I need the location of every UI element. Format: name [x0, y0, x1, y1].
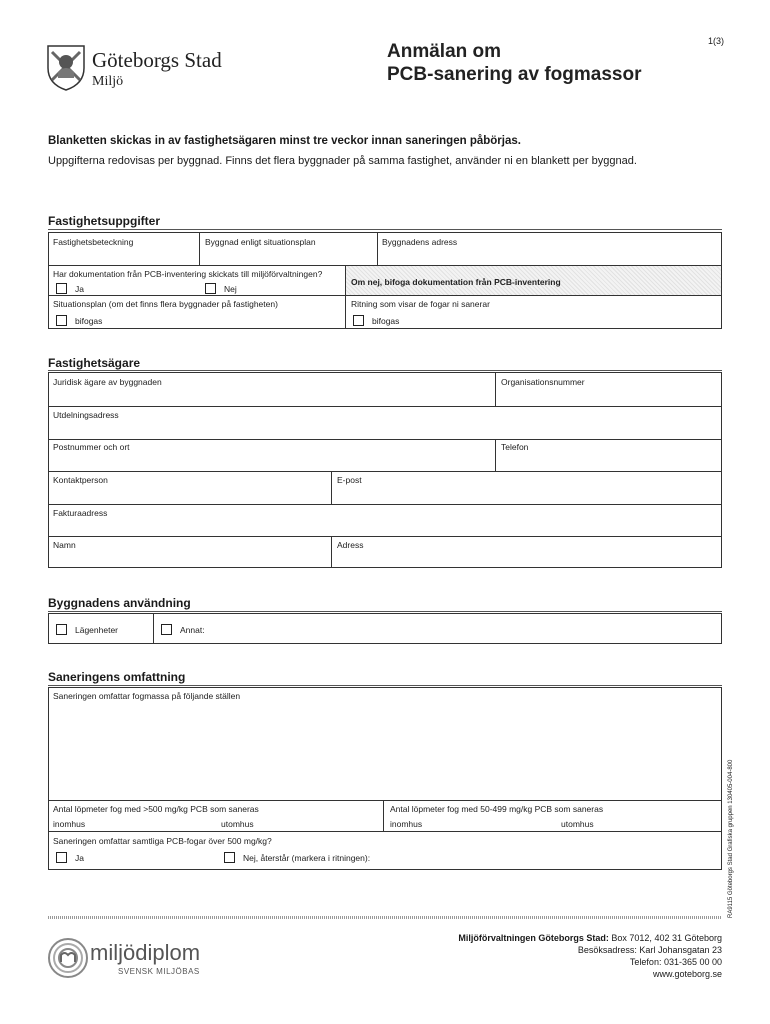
- org-name: Göteborgs Stad: [92, 48, 222, 72]
- section-title-agare: Fastighetsägare: [48, 356, 141, 370]
- print-code: RA9115 Göteborgs Stad Grafiska gruppen 130405-004-800: [728, 759, 734, 918]
- agare-box: [48, 372, 722, 568]
- omfattning-box: [48, 687, 722, 870]
- divider: [383, 800, 384, 831]
- lagenheter-checkbox[interactable]: [56, 624, 67, 635]
- page-number: 1(3): [707, 36, 724, 46]
- section-rule: [48, 685, 722, 686]
- namn-label: Namn: [53, 540, 76, 550]
- section-rule: [48, 229, 722, 230]
- footer-website[interactable]: www.goteborg.se: [652, 969, 722, 979]
- footer-line-3: Telefon: 031-365 00 00: [629, 957, 722, 967]
- divider: [495, 439, 496, 471]
- juridisk-agare-label: Juridisk ägare av byggnaden: [53, 377, 162, 387]
- ritning-label: Ritning som visar de fogar ni sanerar: [351, 299, 490, 309]
- kontaktperson-label: Kontaktperson: [53, 475, 108, 485]
- footer-rule: [48, 916, 722, 919]
- divider: [331, 471, 332, 504]
- dokumentation-nej-label: Nej: [224, 284, 237, 294]
- divider: [495, 373, 496, 406]
- divider: [49, 504, 721, 505]
- annat-checkbox[interactable]: [161, 624, 172, 635]
- range-label: Antal löpmeter fog med 50-499 mg/kg PCB som saneras: [390, 804, 604, 814]
- ritning-bifogas-label: bifogas: [372, 316, 400, 326]
- section-rule: [48, 611, 722, 612]
- divider: [199, 233, 200, 265]
- anvandning-box: [48, 613, 722, 644]
- divider: [49, 295, 721, 296]
- samtliga-nej-label: Nej, återstår (markera i ritningen):: [243, 853, 371, 863]
- divider: [49, 536, 721, 537]
- samtliga-nej-checkbox[interactable]: [224, 852, 235, 863]
- divider: [49, 406, 721, 407]
- section-title-fastighet: Fastighetsuppgifter: [48, 214, 161, 228]
- range-inomhus-label: inomhus: [390, 819, 423, 829]
- stallen-label: Saneringen omfattar fogmassa på följande ställen: [53, 691, 241, 701]
- adress-label: Adress: [337, 540, 364, 550]
- range-utomhus-label: utomhus: [561, 819, 594, 829]
- intro-bold: Blanketten skickas in av fastighetsägaren minst tre veckor innan saneringen påbörjas.: [48, 135, 521, 147]
- ritning-bifogas-checkbox[interactable]: [353, 315, 364, 326]
- miljodiplom-logo: [46, 936, 266, 982]
- situationsplan-bifogas-label: bifogas: [75, 316, 103, 326]
- postnummer-label: Postnummer och ort: [53, 442, 130, 452]
- organisationsnummer-label: Organisationsnummer: [501, 377, 585, 387]
- footer-line-2: Besöksadress: Karl Johansgatan 23: [577, 945, 722, 955]
- footer-org: Miljöförvaltningen Göteborgs Stad:: [458, 933, 609, 943]
- dokumentation-nej-checkbox[interactable]: [205, 283, 216, 294]
- title-line-1: Anmälan om: [387, 41, 502, 62]
- fastighet-box: [48, 232, 722, 329]
- divider: [377, 233, 378, 265]
- footer-postal: Box 7012, 402 31 Göteborg: [608, 933, 722, 943]
- title-line-2: PCB-sanering av fogmassor: [387, 64, 642, 85]
- om-nej-label: Om nej, bifoga dokumentation från PCB-inventering: [351, 277, 561, 287]
- dokumentation-ja-label: Ja: [75, 284, 84, 294]
- lagenheter-label: Lägenheter: [75, 625, 119, 635]
- byggnadens-adress-label: Byggnadens adress: [382, 237, 458, 247]
- dept-name: Miljö: [92, 74, 124, 89]
- dokumentation-question: Har dokumentation från PCB-inventering skickats till miljöförvaltningen?: [53, 269, 323, 279]
- divider: [49, 471, 721, 472]
- over500-label: Antal löpmeter fog med >500 mg/kg PCB som saneras: [53, 804, 259, 814]
- intro-normal: Uppgifterna redovisas per byggnad. Finns det flera byggnader på samma fastighet, använder ni en blankett per byggnad.: [48, 155, 637, 167]
- situationsplan-text: Situationsplan (om det finns flera byggnader på fastigheten): [53, 299, 278, 309]
- samtliga-question: Saneringen omfattar samtliga PCB-fogar över 500 mg/kg?: [53, 836, 272, 846]
- epost-label: E-post: [337, 475, 362, 485]
- section-title-omfattning: Saneringens omfattning: [48, 670, 186, 684]
- over500-inomhus-label: inomhus: [53, 819, 86, 829]
- form-title: [387, 40, 641, 86]
- footer-line-1: [458, 932, 722, 944]
- fastighetsbeteckning-label: Fastighetsbeteckning: [53, 237, 134, 247]
- coat-of-arms-icon: [44, 42, 88, 92]
- divider: [345, 265, 346, 328]
- miljodiplom-sub: SVENSK MILJÖBAS: [118, 967, 200, 976]
- telefon-label: Telefon: [501, 442, 529, 452]
- divider: [49, 831, 721, 832]
- annat-label: Annat:: [180, 625, 205, 635]
- dokumentation-ja-checkbox[interactable]: [56, 283, 67, 294]
- divider: [331, 536, 332, 567]
- samtliga-ja-label: Ja: [75, 853, 84, 863]
- over500-utomhus-label: utomhus: [221, 819, 254, 829]
- samtliga-ja-checkbox[interactable]: [56, 852, 67, 863]
- divider: [49, 439, 721, 440]
- goteborg-logo: [44, 42, 244, 92]
- footer-address: [458, 932, 722, 980]
- miljodiplom-name: miljödiplom: [90, 940, 201, 965]
- section-title-anvandning: Byggnadens användning: [48, 596, 191, 610]
- divider: [49, 800, 721, 801]
- section-rule: [48, 370, 722, 371]
- utdelningsadress-label: Utdelningsadress: [53, 410, 119, 420]
- situationsplan-label: Byggnad enligt situationsplan: [205, 237, 316, 247]
- fakturaadress-label: Fakturaadress: [53, 508, 108, 518]
- situationsplan-bifogas-checkbox[interactable]: [56, 315, 67, 326]
- miljodiplom-icon: [46, 936, 90, 980]
- divider: [153, 614, 154, 643]
